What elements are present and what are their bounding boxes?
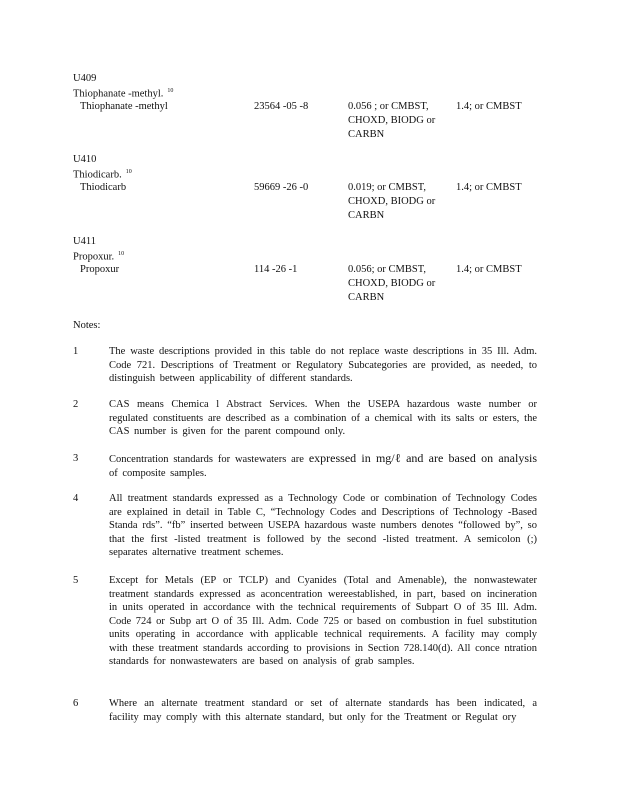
- note-number: 2: [73, 399, 79, 410]
- note-text: All treatment standards expressed as a Technology Code or combination of Technology Codes are explained in detail in Table C, “Technology Codes and Descriptions of Technology -Based Standa rds”. “fb” inserted between USEPA hazardous waste numbers denotes “followed by”, so that the first -listed treatment is followed by the second -listed treatment. A semicolon (;) separates alternative treatment schemes.: [109, 493, 537, 558]
- waste-code: U411: [73, 236, 96, 247]
- waste-code: U409: [73, 73, 97, 84]
- footnote-marker: 10: [125, 169, 132, 175]
- waste-name-text: Thiodicarb.: [73, 169, 122, 181]
- footnote-marker: 10: [167, 88, 174, 94]
- nonwastewater-standard: 1.4; or CMBST: [456, 264, 522, 275]
- waste-name-text: Thiophanate -methyl.: [73, 88, 164, 100]
- constituent-name: Thiodicarb: [80, 182, 127, 193]
- cas-number: 114 -26 -1: [254, 264, 298, 275]
- waste-name: [73, 85, 173, 101]
- note-text-part: of composite samples.: [109, 467, 207, 479]
- note-text: [109, 452, 537, 480]
- note-text-emphasis: expressed in mg/ℓ and are based on analysis: [308, 451, 538, 465]
- waste-name: [73, 248, 124, 264]
- note-number: 5: [73, 575, 79, 586]
- note-number: 3: [73, 453, 79, 464]
- cas-number: 23564 -05 -8: [254, 101, 309, 112]
- note-number: 1: [73, 346, 79, 357]
- constituent-name: Thiophanate -methyl: [80, 101, 168, 112]
- note-text: CAS means Chemica l Abstract Services. When the USEPA hazardous waste number or regulated constituents are described as a combination of a chemical with its salts or esters, the CAS number is given for the parent compound only.: [109, 399, 537, 437]
- notes-heading: Notes:: [73, 320, 101, 331]
- waste-code: U410: [73, 154, 97, 165]
- nonwastewater-standard: 1.4; or CMBST: [456, 101, 522, 112]
- note-number: 6: [73, 698, 79, 709]
- note-text: Where an alternate treatment standard or set of alternate standards has been indicated, a facility may comply with this alternate standard, but only for the Treatment or Regulat ory: [109, 698, 537, 723]
- note-number: 4: [73, 493, 79, 504]
- waste-name: [73, 166, 132, 182]
- waste-name-text: Propoxur.: [73, 251, 115, 263]
- constituent-name: Propoxur: [80, 264, 120, 275]
- cas-number: 59669 -26 -0: [254, 182, 309, 193]
- note-text: Except for Metals (EP or TCLP) and Cyanides (Total and Amenable), the nonwastewater treatment standards expressed as aconcentration wereestablished, in part, based on incineration in units operated in accordance with the technical requirements of Subpart O of 35 Ill. Adm. Code 724 or Subp art O of 35 Ill. Adm. Code 725 or based on combustion in fuel substitution units operating in accordance with applicable technical requirements. A facility may comply with these treatment standards according to provisions in Section 728.140(d). All conce ntration standards for nonwastewaters are based on analysis of grab samples.: [109, 575, 537, 667]
- note-text-part: Concentration standards for wastewaters are: [109, 454, 304, 465]
- wastewater-standard: 0.056; or CMBST, CHOXD, BIODG or CARBN: [348, 264, 436, 303]
- footnote-marker: 10: [118, 251, 125, 257]
- wastewater-standard: 0.056 ; or CMBST, CHOXD, BIODG or CARBN: [348, 101, 436, 140]
- note-text: The waste descriptions provided in this table do not replace waste descriptions in 35 Ill. Adm. Code 721. Descriptions of Treatment or Regulatory Subcategories are provided, as needed, to distinguish between applicability of different standards.: [109, 346, 537, 384]
- wastewater-standard: 0.019; or CMBST, CHOXD, BIODG or CARBN: [348, 182, 436, 221]
- nonwastewater-standard: 1.4; or CMBST: [456, 182, 522, 193]
